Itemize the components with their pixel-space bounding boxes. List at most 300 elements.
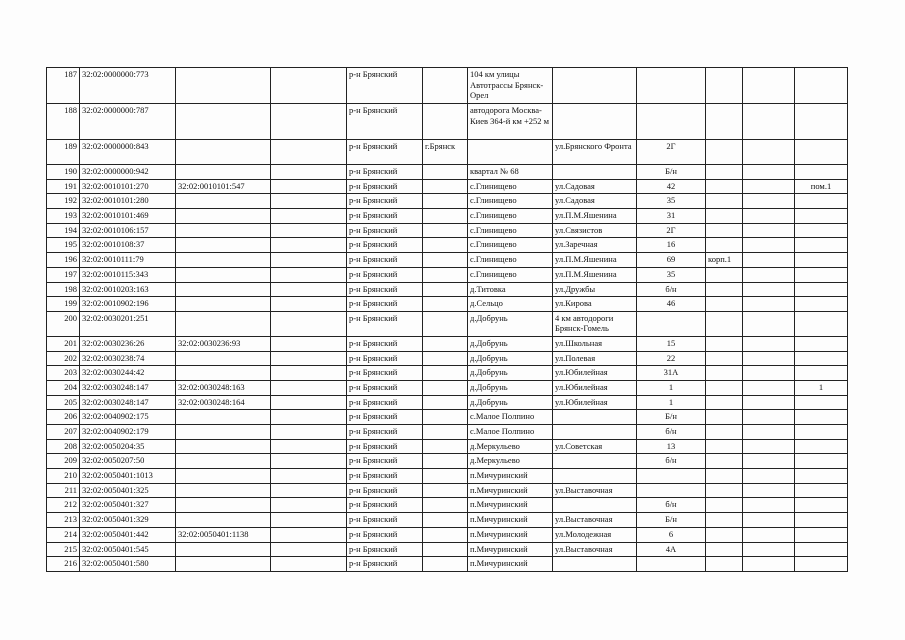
related-cadastral-number-cell: 32:02:0050401:1138	[176, 527, 271, 542]
house-number-cell: 15	[637, 336, 706, 351]
cadastral-number-cell: 32:02:0000000:942	[80, 165, 176, 180]
street-cell: ул.П.М.Яшенина	[553, 253, 637, 268]
district-cell: р-н Брянский	[347, 542, 423, 557]
building-cell	[706, 439, 743, 454]
empty-cell	[271, 336, 347, 351]
empty-cell	[743, 297, 795, 312]
table-row	[47, 267, 848, 282]
empty-cell	[271, 209, 347, 224]
building-cell	[706, 410, 743, 425]
premises-cell	[795, 410, 848, 425]
building-cell	[706, 454, 743, 469]
premises-cell	[795, 454, 848, 469]
settlement-cell: с.Малое Полпино	[468, 425, 553, 440]
empty-cell	[271, 194, 347, 209]
row-number-cell: 207	[47, 425, 80, 440]
premises-cell	[795, 223, 848, 238]
empty-cell	[271, 282, 347, 297]
table-row	[47, 439, 848, 454]
settlement-cell: с.Глинищево	[468, 253, 553, 268]
city-cell	[423, 469, 468, 484]
settlement-cell: с.Малое Полпино	[468, 410, 553, 425]
house-number-cell: 2Г	[637, 223, 706, 238]
district-cell: р-н Брянский	[347, 483, 423, 498]
district-cell: р-н Брянский	[347, 527, 423, 542]
house-number-cell: б/н	[637, 498, 706, 513]
premises-cell	[795, 267, 848, 282]
premises-cell	[795, 297, 848, 312]
city-cell	[423, 410, 468, 425]
city-cell	[423, 179, 468, 194]
premises-cell	[795, 194, 848, 209]
cadastral-number-cell: 32:02:0050401:327	[80, 498, 176, 513]
settlement-cell: квартал № 68	[468, 165, 553, 180]
table-row	[47, 483, 848, 498]
street-cell: ул.Школьная	[553, 336, 637, 351]
empty-cell	[271, 513, 347, 528]
street-cell: ул.П.М.Яшенина	[553, 209, 637, 224]
district-cell: р-н Брянский	[347, 336, 423, 351]
premises-cell	[795, 311, 848, 336]
related-cadastral-number-cell: 32:02:0010101:547	[176, 179, 271, 194]
cadastral-number-cell: 32:02:0050401:545	[80, 542, 176, 557]
table-row	[47, 527, 848, 542]
settlement-cell: с.Глинищево	[468, 194, 553, 209]
row-number-cell: 191	[47, 179, 80, 194]
house-number-cell: 31А	[637, 366, 706, 381]
street-cell	[553, 68, 637, 104]
city-cell	[423, 425, 468, 440]
empty-cell	[271, 238, 347, 253]
street-cell: ул.Садовая	[553, 179, 637, 194]
related-cadastral-number-cell: 32:02:0030236:93	[176, 336, 271, 351]
empty-cell	[743, 351, 795, 366]
house-number-cell: 46	[637, 297, 706, 312]
table-row	[47, 282, 848, 297]
cadastral-number-cell: 32:02:0050204:35	[80, 439, 176, 454]
premises-cell	[795, 395, 848, 410]
empty-cell	[271, 380, 347, 395]
premises-cell	[795, 527, 848, 542]
cadastral-number-cell: 32:02:0050401:325	[80, 483, 176, 498]
table-row	[47, 542, 848, 557]
building-cell	[706, 527, 743, 542]
building-cell	[706, 223, 743, 238]
district-cell: р-н Брянский	[347, 454, 423, 469]
settlement-cell: п.Мичуринский	[468, 542, 553, 557]
building-cell	[706, 336, 743, 351]
street-cell	[553, 454, 637, 469]
building-cell	[706, 104, 743, 140]
related-cadastral-number-cell	[176, 209, 271, 224]
cadastral-number-cell: 32:02:0030248:147	[80, 380, 176, 395]
city-cell: г.Брянск	[423, 140, 468, 165]
district-cell: р-н Брянский	[347, 104, 423, 140]
city-cell	[423, 282, 468, 297]
table-body	[47, 68, 848, 572]
settlement-cell: с.Глинищево	[468, 238, 553, 253]
related-cadastral-number-cell	[176, 498, 271, 513]
city-cell	[423, 395, 468, 410]
empty-cell	[271, 454, 347, 469]
cadastral-number-cell: 32:02:0050207:50	[80, 454, 176, 469]
street-cell: ул.Юбилейная	[553, 395, 637, 410]
city-cell	[423, 223, 468, 238]
premises-cell	[795, 351, 848, 366]
related-cadastral-number-cell	[176, 267, 271, 282]
empty-cell	[743, 179, 795, 194]
cadastral-number-cell: 32:02:0010101:280	[80, 194, 176, 209]
district-cell: р-н Брянский	[347, 439, 423, 454]
building-cell	[706, 498, 743, 513]
empty-cell	[743, 267, 795, 282]
related-cadastral-number-cell	[176, 483, 271, 498]
building-cell	[706, 469, 743, 484]
city-cell	[423, 209, 468, 224]
settlement-cell: д.Меркульево	[468, 439, 553, 454]
row-number-cell: 197	[47, 267, 80, 282]
building-cell: корп.1	[706, 253, 743, 268]
street-cell: ул.Юбилейная	[553, 366, 637, 381]
row-number-cell: 215	[47, 542, 80, 557]
district-cell: р-н Брянский	[347, 179, 423, 194]
city-cell	[423, 238, 468, 253]
related-cadastral-number-cell	[176, 513, 271, 528]
cadastral-number-cell: 32:02:0000000:773	[80, 68, 176, 104]
premises-cell	[795, 469, 848, 484]
city-cell	[423, 380, 468, 395]
house-number-cell: 69	[637, 253, 706, 268]
empty-cell	[743, 238, 795, 253]
row-number-cell: 213	[47, 513, 80, 528]
premises-cell	[795, 557, 848, 572]
related-cadastral-number-cell	[176, 425, 271, 440]
empty-cell	[271, 395, 347, 410]
row-number-cell: 202	[47, 351, 80, 366]
row-number-cell: 203	[47, 366, 80, 381]
row-number-cell: 201	[47, 336, 80, 351]
settlement-cell: п.Мичуринский	[468, 498, 553, 513]
empty-cell	[743, 527, 795, 542]
row-number-cell: 199	[47, 297, 80, 312]
settlement-cell: п.Мичуринский	[468, 469, 553, 484]
empty-cell	[743, 469, 795, 484]
empty-cell	[271, 297, 347, 312]
house-number-cell: 1	[637, 380, 706, 395]
table-row	[47, 311, 848, 336]
settlement-cell: с.Глинищево	[468, 223, 553, 238]
building-cell	[706, 366, 743, 381]
premises-cell	[795, 513, 848, 528]
settlement-cell: п.Мичуринский	[468, 513, 553, 528]
row-number-cell: 210	[47, 469, 80, 484]
empty-cell	[743, 194, 795, 209]
empty-cell	[743, 223, 795, 238]
street-cell	[553, 165, 637, 180]
city-cell	[423, 311, 468, 336]
district-cell: р-н Брянский	[347, 395, 423, 410]
related-cadastral-number-cell	[176, 282, 271, 297]
empty-cell	[271, 165, 347, 180]
house-number-cell: б/н	[637, 425, 706, 440]
building-cell	[706, 179, 743, 194]
table-row	[47, 104, 848, 140]
cadastral-number-cell: 32:02:0050401:329	[80, 513, 176, 528]
house-number-cell: Б/н	[637, 410, 706, 425]
house-number-cell	[637, 104, 706, 140]
cadastral-number-cell: 32:02:0010106:157	[80, 223, 176, 238]
city-cell	[423, 351, 468, 366]
empty-cell	[271, 557, 347, 572]
related-cadastral-number-cell	[176, 104, 271, 140]
city-cell	[423, 165, 468, 180]
building-cell	[706, 513, 743, 528]
premises-cell	[795, 253, 848, 268]
building-cell	[706, 68, 743, 104]
building-cell	[706, 165, 743, 180]
table-row	[47, 238, 848, 253]
house-number-cell: 42	[637, 179, 706, 194]
settlement-cell: д.Сельцо	[468, 297, 553, 312]
empty-cell	[271, 311, 347, 336]
city-cell	[423, 68, 468, 104]
settlement-cell: д.Добрунь	[468, 395, 553, 410]
district-cell: р-н Брянский	[347, 253, 423, 268]
row-number-cell: 198	[47, 282, 80, 297]
premises-cell	[795, 542, 848, 557]
cadastral-number-cell: 32:02:0010902:196	[80, 297, 176, 312]
district-cell: р-н Брянский	[347, 498, 423, 513]
street-cell: ул.Юбилейная	[553, 380, 637, 395]
cadastral-number-cell: 32:02:0030238:74	[80, 351, 176, 366]
district-cell: р-н Брянский	[347, 68, 423, 104]
street-cell: ул.Садовая	[553, 194, 637, 209]
building-cell	[706, 282, 743, 297]
related-cadastral-number-cell	[176, 454, 271, 469]
cadastral-number-cell: 32:02:0000000:787	[80, 104, 176, 140]
building-cell	[706, 140, 743, 165]
settlement-cell: с.Глинищево	[468, 209, 553, 224]
premises-cell	[795, 498, 848, 513]
empty-cell	[271, 366, 347, 381]
building-cell	[706, 557, 743, 572]
settlement-cell: д.Добрунь	[468, 336, 553, 351]
related-cadastral-number-cell: 32:02:0030248:163	[176, 380, 271, 395]
empty-cell	[271, 223, 347, 238]
street-cell: ул.Кирова	[553, 297, 637, 312]
house-number-cell: Б/н	[637, 513, 706, 528]
city-cell	[423, 253, 468, 268]
row-number-cell: 206	[47, 410, 80, 425]
house-number-cell: Б/н	[637, 165, 706, 180]
building-cell	[706, 238, 743, 253]
table-row	[47, 253, 848, 268]
related-cadastral-number-cell	[176, 469, 271, 484]
city-cell	[423, 267, 468, 282]
table-row	[47, 366, 848, 381]
empty-cell	[743, 366, 795, 381]
house-number-cell: 4А	[637, 542, 706, 557]
related-cadastral-number-cell	[176, 223, 271, 238]
premises-cell	[795, 439, 848, 454]
table-row	[47, 165, 848, 180]
row-number-cell: 194	[47, 223, 80, 238]
empty-cell	[743, 311, 795, 336]
empty-cell	[271, 527, 347, 542]
house-number-cell: 22	[637, 351, 706, 366]
table-row	[47, 380, 848, 395]
row-number-cell: 200	[47, 311, 80, 336]
city-cell	[423, 297, 468, 312]
row-number-cell: 189	[47, 140, 80, 165]
empty-cell	[271, 253, 347, 268]
cadastral-number-cell: 32:02:0030248:147	[80, 395, 176, 410]
empty-cell	[743, 253, 795, 268]
city-cell	[423, 483, 468, 498]
empty-cell	[271, 542, 347, 557]
empty-cell	[743, 498, 795, 513]
empty-cell	[271, 425, 347, 440]
table-row	[47, 194, 848, 209]
related-cadastral-number-cell	[176, 311, 271, 336]
cadastral-number-cell: 32:02:0010101:270	[80, 179, 176, 194]
house-number-cell: б/н	[637, 454, 706, 469]
empty-cell	[743, 336, 795, 351]
related-cadastral-number-cell	[176, 297, 271, 312]
house-number-cell: 2Г	[637, 140, 706, 165]
street-cell: ул.Брянского Фронта	[553, 140, 637, 165]
row-number-cell: 209	[47, 454, 80, 469]
city-cell	[423, 454, 468, 469]
building-cell	[706, 194, 743, 209]
row-number-cell: 187	[47, 68, 80, 104]
row-number-cell: 195	[47, 238, 80, 253]
row-number-cell: 208	[47, 439, 80, 454]
building-cell	[706, 425, 743, 440]
building-cell	[706, 483, 743, 498]
empty-cell	[271, 410, 347, 425]
table-row	[47, 513, 848, 528]
street-cell: ул.Полевая	[553, 351, 637, 366]
table-row	[47, 395, 848, 410]
empty-cell	[743, 68, 795, 104]
cadastral-number-cell: 32:02:0050401:1013	[80, 469, 176, 484]
table-row	[47, 140, 848, 165]
house-number-cell	[637, 68, 706, 104]
premises-cell	[795, 425, 848, 440]
settlement-cell: д.Меркульево	[468, 454, 553, 469]
building-cell	[706, 209, 743, 224]
settlement-cell: с.Глинищево	[468, 267, 553, 282]
empty-cell	[271, 483, 347, 498]
table-row	[47, 297, 848, 312]
house-number-cell	[637, 483, 706, 498]
settlement-cell: п.Мичуринский	[468, 557, 553, 572]
street-cell	[553, 104, 637, 140]
row-number-cell: 211	[47, 483, 80, 498]
street-cell: ул.Молодежная	[553, 527, 637, 542]
house-number-cell: 13	[637, 439, 706, 454]
district-cell: р-н Брянский	[347, 165, 423, 180]
settlement-cell: д.Добрунь	[468, 351, 553, 366]
empty-cell	[271, 140, 347, 165]
building-cell	[706, 542, 743, 557]
street-cell: ул.Выставочная	[553, 542, 637, 557]
empty-cell	[743, 395, 795, 410]
house-number-cell	[637, 311, 706, 336]
building-cell	[706, 267, 743, 282]
district-cell: р-н Брянский	[347, 282, 423, 297]
cadastral-number-cell: 32:02:0010108:37	[80, 238, 176, 253]
settlement-cell: 104 км улицы Автотрассы Брянск-Орел	[468, 68, 553, 104]
empty-cell	[271, 68, 347, 104]
premises-cell	[795, 336, 848, 351]
related-cadastral-number-cell	[176, 140, 271, 165]
city-cell	[423, 513, 468, 528]
settlement-cell: д.Добрунь	[468, 380, 553, 395]
settlement-cell: с.Глинищево	[468, 179, 553, 194]
row-number-cell: 204	[47, 380, 80, 395]
street-cell: ул.Выставочная	[553, 513, 637, 528]
street-cell	[553, 425, 637, 440]
cadastral-number-cell: 32:02:0010111:79	[80, 253, 176, 268]
address-registry-table	[46, 67, 848, 572]
district-cell: р-н Брянский	[347, 238, 423, 253]
settlement-cell: д.Титовка	[468, 282, 553, 297]
related-cadastral-number-cell	[176, 366, 271, 381]
empty-cell	[271, 498, 347, 513]
empty-cell	[743, 513, 795, 528]
empty-cell	[743, 483, 795, 498]
street-cell	[553, 410, 637, 425]
cadastral-number-cell: 32:02:0030201:251	[80, 311, 176, 336]
table-row	[47, 336, 848, 351]
city-cell	[423, 104, 468, 140]
related-cadastral-number-cell: 32:02:0030248:164	[176, 395, 271, 410]
premises-cell	[795, 68, 848, 104]
empty-cell	[743, 165, 795, 180]
related-cadastral-number-cell	[176, 557, 271, 572]
street-cell: 4 км автодороги Брянск-Гомель	[553, 311, 637, 336]
street-cell: ул.П.М.Яшенина	[553, 267, 637, 282]
district-cell: р-н Брянский	[347, 311, 423, 336]
empty-cell	[743, 410, 795, 425]
building-cell	[706, 311, 743, 336]
related-cadastral-number-cell	[176, 238, 271, 253]
settlement-cell: п.Мичуринский	[468, 483, 553, 498]
empty-cell	[271, 104, 347, 140]
city-cell	[423, 194, 468, 209]
premises-cell: 1	[795, 380, 848, 395]
district-cell: р-н Брянский	[347, 380, 423, 395]
street-cell: ул.Выставочная	[553, 483, 637, 498]
house-number-cell: 16	[637, 238, 706, 253]
house-number-cell	[637, 469, 706, 484]
row-number-cell: 188	[47, 104, 80, 140]
table-row	[47, 454, 848, 469]
related-cadastral-number-cell	[176, 194, 271, 209]
settlement-cell: д.Добрунь	[468, 311, 553, 336]
row-number-cell: 212	[47, 498, 80, 513]
house-number-cell: 1	[637, 395, 706, 410]
building-cell	[706, 351, 743, 366]
district-cell: р-н Брянский	[347, 366, 423, 381]
house-number-cell: 35	[637, 194, 706, 209]
district-cell: р-н Брянский	[347, 140, 423, 165]
empty-cell	[743, 140, 795, 165]
table-row	[47, 425, 848, 440]
table-row	[47, 209, 848, 224]
